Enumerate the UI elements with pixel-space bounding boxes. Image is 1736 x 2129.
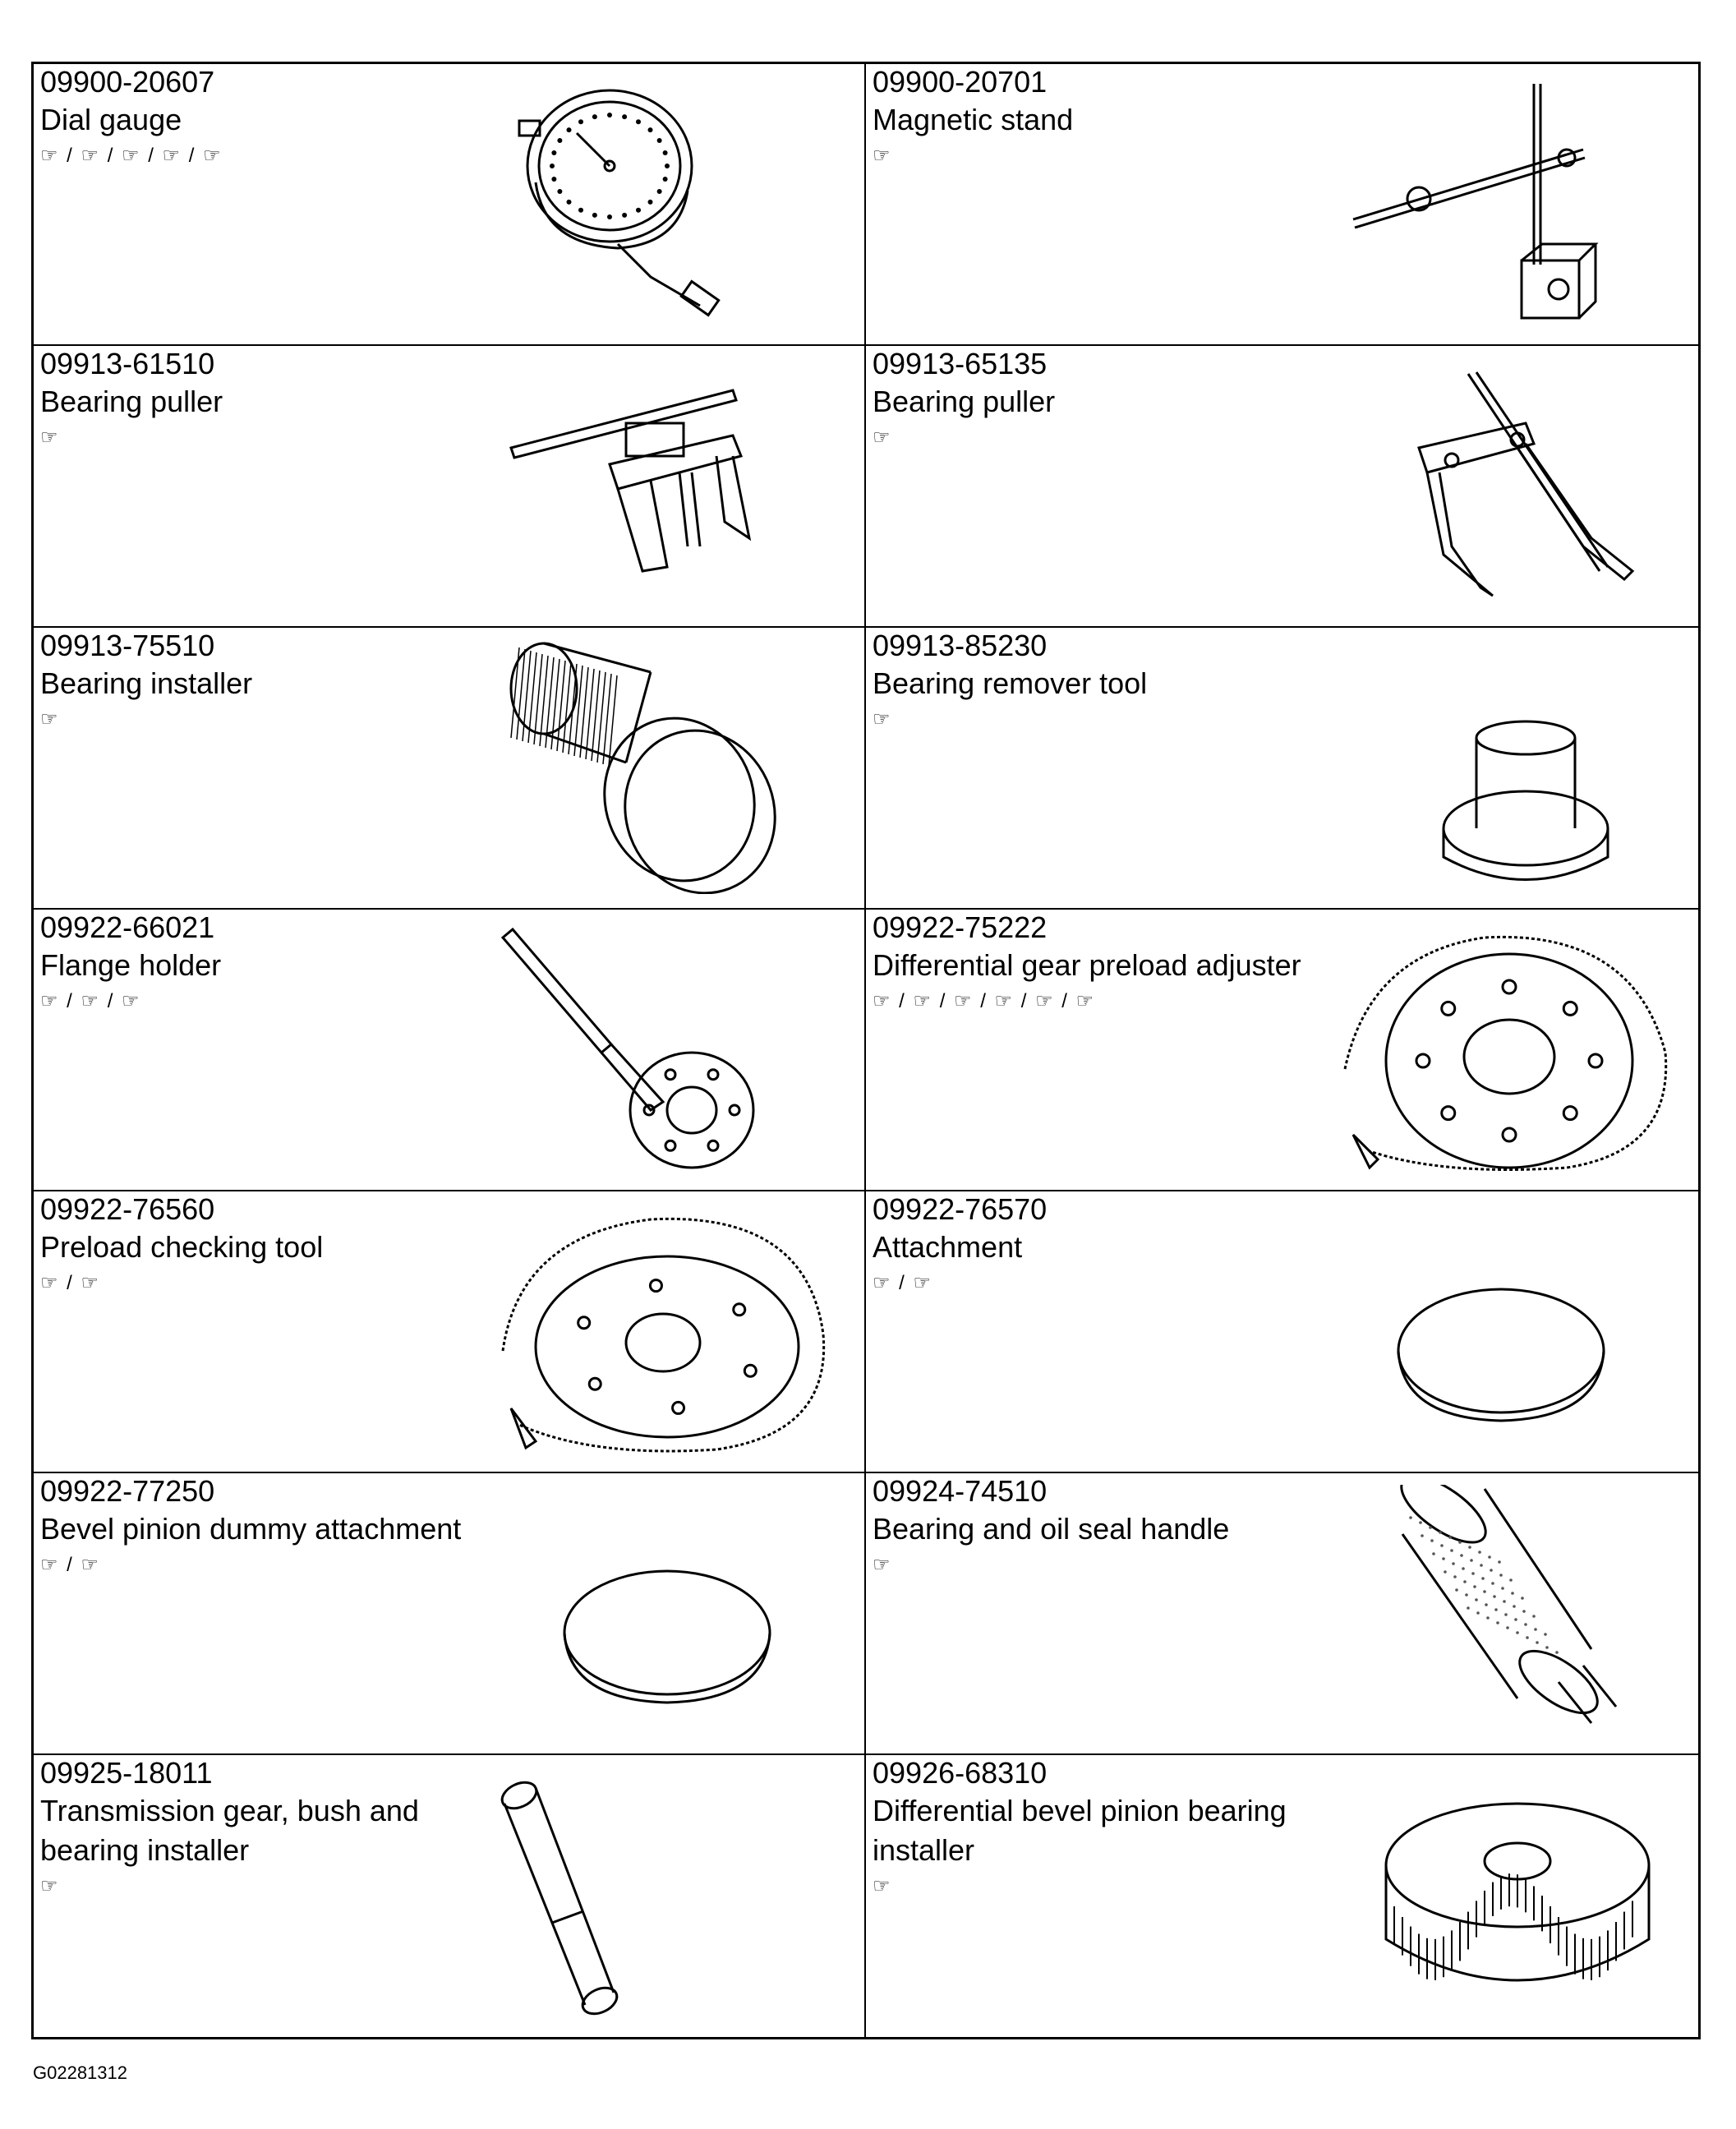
bearing-puller-t-illustration: [486, 357, 848, 612]
part-number: 09922-66021: [40, 910, 215, 944]
tool-name: Preload checking tool: [40, 1230, 324, 1264]
tool-text: [873, 346, 1305, 454]
tool-cell: [34, 64, 866, 346]
tool-cell: [34, 346, 866, 628]
tool-name: Differential bevel pinion bearing installer: [873, 1794, 1287, 1867]
tool-text: [40, 910, 472, 1018]
tool-cell: [34, 1473, 866, 1755]
tool-name: Bearing puller: [873, 385, 1056, 418]
tool-name: Attachment: [873, 1230, 1023, 1264]
tool-cell: [866, 64, 1698, 346]
part-number: 09926-68310: [873, 1756, 1048, 1790]
figure-code: G02281312: [33, 2062, 127, 2083]
part-number: 09913-85230: [873, 629, 1048, 662]
handle-illustration: [1320, 1485, 1682, 1740]
magnetic-stand-illustration: [1320, 76, 1682, 330]
preload-adjuster-illustration: [1320, 921, 1682, 1176]
part-number: 09924-74510: [873, 1474, 1048, 1508]
reference-marks: ☞ / ☞: [873, 1272, 933, 1294]
tool-name: Transmission gear, bush and bearing installer: [40, 1794, 419, 1867]
bearing-remover-illustration: [1320, 639, 1682, 894]
reference-marks: ☞: [873, 426, 892, 449]
preload-checker-illustration: [486, 1203, 848, 1458]
reference-marks: ☞: [40, 426, 60, 449]
tool-text: [40, 346, 472, 454]
tool-name: Bevel pinion dummy attachment: [40, 1512, 462, 1546]
tool-name: Bearing puller: [40, 385, 223, 418]
reference-marks: ☞: [873, 708, 892, 730]
part-number: 09913-75510: [40, 629, 215, 662]
part-number: 09922-75222: [873, 910, 1048, 944]
reference-marks: ☞ / ☞ / ☞: [40, 990, 141, 1012]
tool-cell: [866, 1191, 1698, 1473]
tool-cell: [866, 910, 1698, 1191]
tool-cell: [34, 628, 866, 910]
tool-name: Magnetic stand: [873, 103, 1074, 136]
tool-text: [40, 1191, 472, 1300]
part-number: 09925-18011: [40, 1756, 213, 1790]
tool-name: Bearing installer: [40, 666, 253, 700]
part-number: 09922-76570: [873, 1192, 1048, 1226]
tool-cell: [866, 1755, 1698, 2037]
tool-name: Bearing remover tool: [873, 666, 1148, 700]
tool-text: [40, 64, 472, 173]
part-number: 09913-65135: [873, 347, 1048, 380]
bearing-puller-screw-illustration: [1320, 357, 1682, 612]
tool-text: [40, 628, 472, 736]
tool-name: Bearing and oil seal handle: [873, 1512, 1230, 1546]
disc-illustration: [486, 1485, 848, 1740]
tool-name: Dial gauge: [40, 103, 182, 136]
reference-marks: ☞: [40, 1875, 60, 1897]
reference-marks: ☞: [873, 1875, 892, 1897]
tool-text: [873, 628, 1305, 736]
dial-gauge-illustration: [486, 76, 848, 330]
reference-marks: ☞: [873, 145, 892, 167]
tool-cell: [866, 628, 1698, 910]
reference-marks: ☞: [873, 1554, 892, 1576]
part-number: 09922-76560: [40, 1192, 215, 1226]
disc-illustration: [1320, 1203, 1682, 1458]
tool-name: Differential gear preload adjuster: [873, 948, 1301, 982]
tool-text: [40, 1473, 472, 1582]
tool-text: [873, 64, 1305, 173]
part-number: 09900-20607: [40, 65, 215, 99]
tool-text: [873, 1191, 1305, 1300]
reference-marks: ☞: [40, 708, 60, 730]
tool-cell: [34, 1755, 866, 2037]
tool-name: Flange holder: [40, 948, 222, 982]
tool-text: [873, 1755, 1305, 1903]
part-number: 09900-20701: [873, 65, 1048, 99]
tool-text: [40, 1755, 472, 1903]
flange-holder-illustration: [486, 921, 848, 1176]
reference-marks: ☞ / ☞: [40, 1554, 101, 1576]
special-tools-table: [31, 62, 1701, 2039]
tool-cell: [34, 910, 866, 1191]
ring-installer-illustration: [1320, 1767, 1682, 2021]
tool-cell: [866, 1473, 1698, 1755]
tool-cell: [34, 1191, 866, 1473]
part-number: 09913-61510: [40, 347, 215, 380]
shaft-installer-illustration: [486, 1767, 848, 2021]
part-number: 09922-77250: [40, 1474, 215, 1508]
tool-text: [873, 910, 1305, 1018]
reference-marks: ☞ / ☞ / ☞ / ☞ / ☞ / ☞: [873, 990, 1096, 1012]
bearing-installer-illustration: [486, 639, 848, 894]
reference-marks: ☞ / ☞ / ☞ / ☞ / ☞: [40, 145, 223, 167]
reference-marks: ☞ / ☞: [40, 1272, 101, 1294]
tool-text: [873, 1473, 1305, 1582]
tool-cell: [866, 346, 1698, 628]
